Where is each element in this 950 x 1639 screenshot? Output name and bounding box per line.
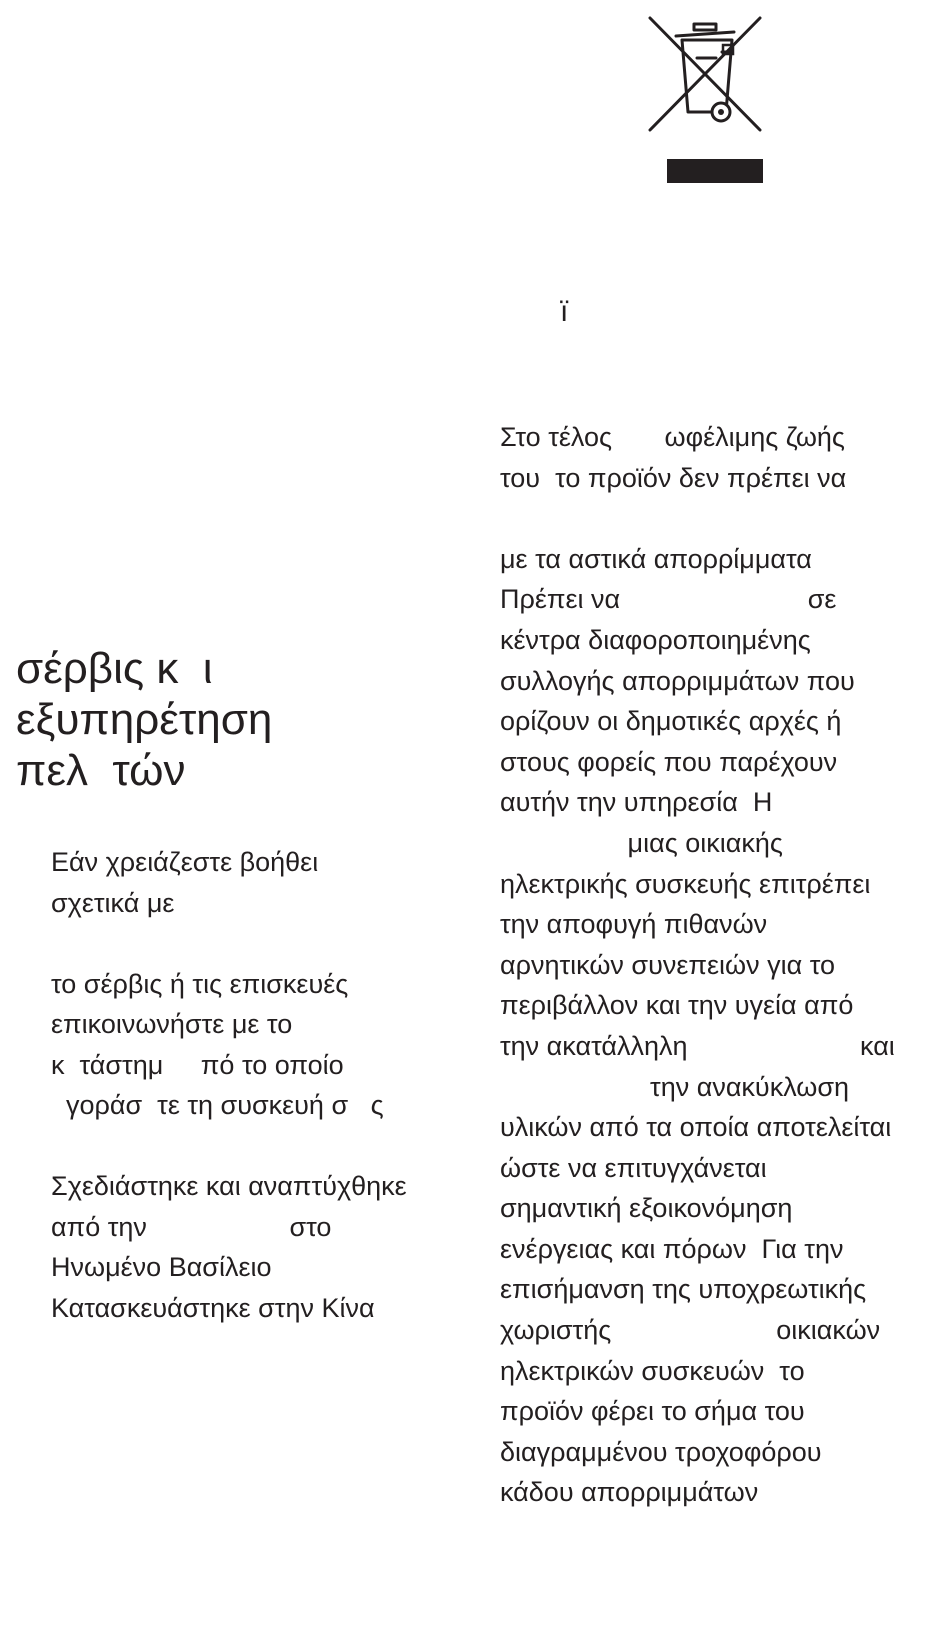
- heading-line: σέρβις κ ι: [16, 644, 213, 693]
- support-text-line: το σέρβις ή τις επισκευές: [51, 968, 349, 999]
- support-text-line: [51, 923, 471, 964]
- disposal-text-line: μιας οικιακής: [500, 827, 783, 858]
- disposal-text-line: την ακατάλληλη και: [500, 1030, 895, 1061]
- support-text-line: από την στο: [51, 1211, 332, 1242]
- disposal-text-line: με τα αστικά απορρίμματα: [500, 543, 812, 574]
- support-heading: [16, 643, 456, 796]
- disposal-text-line: Πρέπει να σε: [500, 584, 837, 615]
- disposal-text-line: αυτήν την υπηρεσία Η: [500, 787, 773, 818]
- disposal-text-line: συλλογής απορριμμάτων που: [500, 665, 855, 696]
- disposal-text-line: Στο τέλος ωφέλιμης ζωής: [500, 422, 845, 452]
- support-text-line: γοράσ τε τη συσκευή σ ς: [51, 1090, 384, 1120]
- disposal-text-line: σημαντική εξοικονόμηση: [500, 1193, 793, 1224]
- crossed-out-wheeled-bin-icon: [644, 12, 766, 136]
- support-text: [51, 842, 471, 1328]
- support-text-line: [51, 1126, 471, 1167]
- disposal-text-line: ενέργειας και πόρων Για την: [500, 1233, 844, 1264]
- disposal-text-line: διαγραμμένου τροχοφόρου: [500, 1436, 822, 1467]
- disposal-text-line: ηλεκτρικής συσκευής επιτρέπει: [500, 868, 871, 899]
- disposal-text-line: κέντρα διαφοροποιημένης: [500, 624, 811, 655]
- support-text-line: επικοινωνήστε με το: [51, 1009, 293, 1039]
- disposal-text-line: ηλεκτρικών συσκευών το: [500, 1355, 805, 1386]
- disposal-text-line: ορίζουν οι δημοτικές αρχές ή: [500, 706, 842, 737]
- disposal-text-line: επισήμανση της υποχρεωτικής: [500, 1274, 867, 1305]
- support-text-line: σχετικά με: [51, 887, 175, 918]
- disposal-text-line: προϊόν φέρει το σήμα του: [500, 1396, 805, 1427]
- disposal-text-line: περιβάλλον και την υγεία από: [500, 990, 854, 1021]
- disposal-text-line: την ανακύκλωση: [500, 1071, 850, 1102]
- disposal-text-line: υλικών από τα οποία αποτελείται: [500, 1112, 892, 1143]
- disposal-text-line: [500, 498, 945, 539]
- disposal-text-line: αρνητικών συνεπειών για το: [500, 949, 836, 980]
- disposal-text-line: χωριστής οικιακών: [500, 1315, 881, 1346]
- disposal-text: [500, 417, 945, 1513]
- disposal-text-line: στους φορείς που παρέχουν: [500, 746, 838, 777]
- heading-line: εξυπηρέτηση: [16, 695, 273, 744]
- support-text-line: κ τάστημ πό το οποίο: [51, 1049, 344, 1080]
- weee-solid-bar: [667, 159, 763, 183]
- support-text-line: Εάν χρειάζεστε βοήθει: [51, 847, 319, 877]
- support-text-line: Κατασκευάστηκε στην Κίνα: [51, 1292, 375, 1323]
- disposal-text-line: ώστε να επιτυγχάνεται: [500, 1152, 767, 1183]
- support-text-line: Σχεδιάστηκε και αναπτύχθηκε: [51, 1171, 407, 1201]
- disposal-text-line: κάδου απορριμμάτων: [500, 1477, 759, 1508]
- heading-line: πελ τών: [16, 746, 186, 795]
- disposal-text-line: την αποφυγή πιθανών: [500, 909, 768, 940]
- disposal-text-line: του το προϊόν δεν πρέπει να: [500, 462, 847, 493]
- stray-glyph: ï: [560, 295, 569, 328]
- support-text-line: Ηνωμένο Βασίλειο: [51, 1252, 272, 1282]
